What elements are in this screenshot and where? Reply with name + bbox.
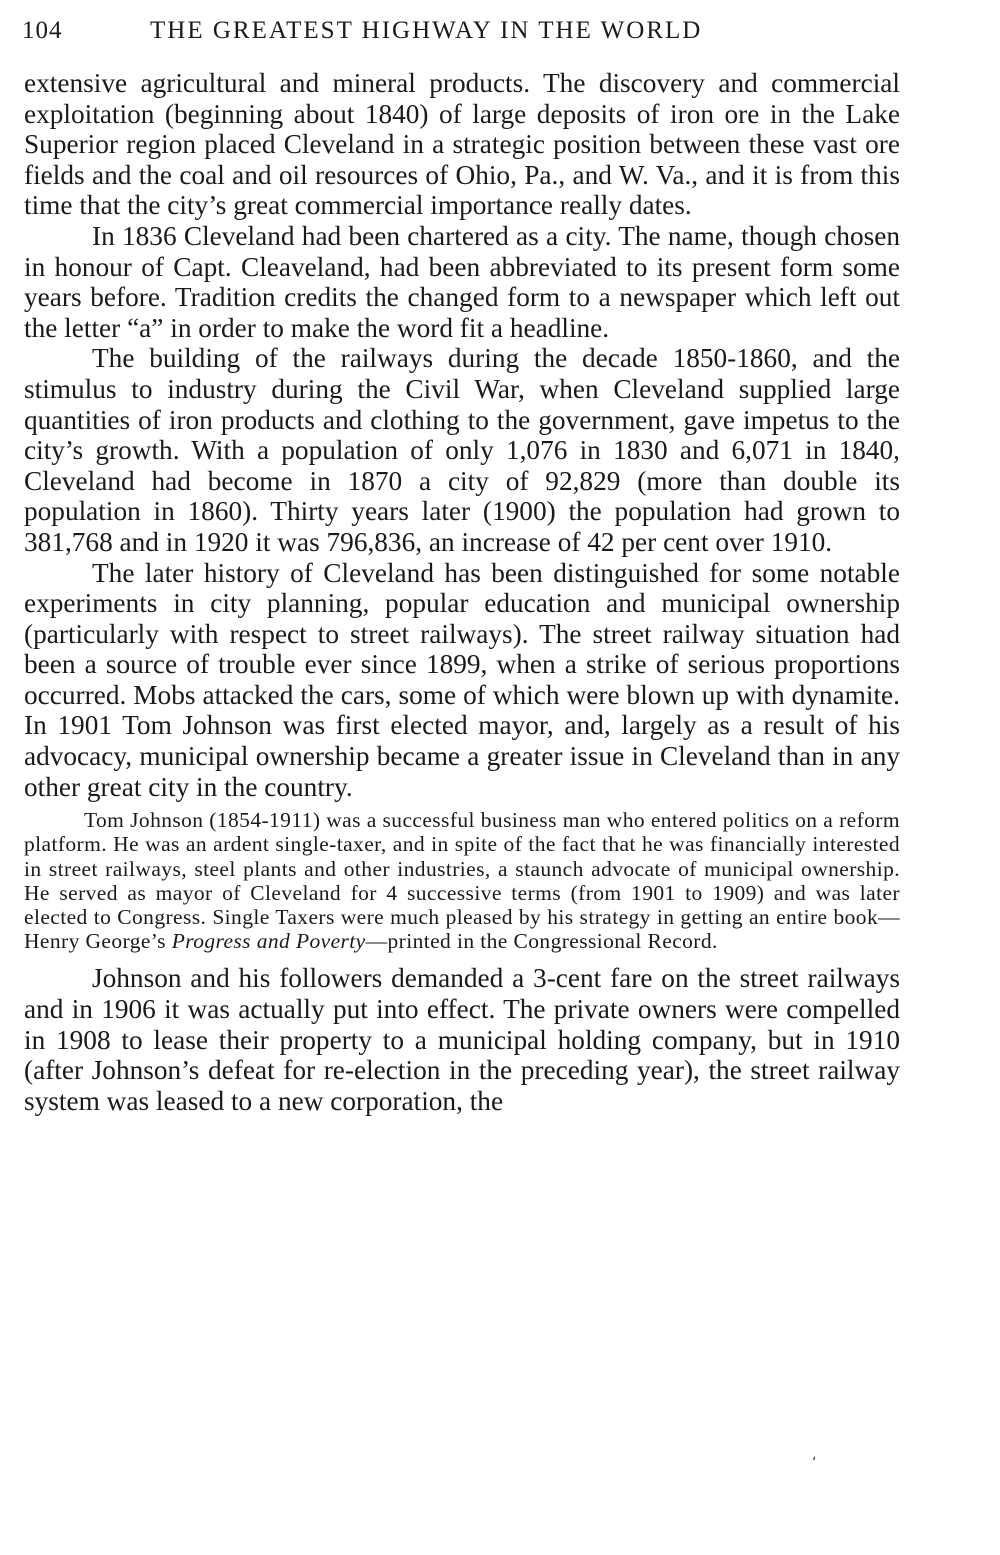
body-text xyxy=(24,68,900,1116)
note-text-after: —printed in the Congressional Record. xyxy=(365,929,718,954)
page-number: 104 xyxy=(22,17,63,44)
paragraph-railways-growth: The building of the railways during the decade 1850-1860, and the stimulus to industry during the Civil War, when Cleveland supplied large quantities of iron products and clothing to the government, gave impetus to the city’s growth. With a population of only 1,076 in 1830 and 6,071 in 1840, Cleveland had become in 1870 a city of 92,829 (more than double its population in 1860). Thirty years later (1900) the population had grown to 381,768 and in 1920 it was 796,836, an increase of 42 per cent over 1910. xyxy=(24,343,900,557)
note-book-title: Progress and Poverty xyxy=(171,929,366,954)
running-title: THE GREATEST HIGHWAY IN THE WORLD xyxy=(150,17,703,44)
paragraph-later-history: The later history of Cleveland has been distinguished for some notable experiments in city planning, popular education and municipal ownership (particularly with respect to street railways). The street railway situation had been a source of trouble ever since 1899, when a strike of serious proportions occurred. Mobs attacked the cars, some of which were blown up with dynamite. In 1901 Tom Johnson was first elected mayor, and, largely as a result of his advocacy, municipal ownership became a greater issue in Cleveland than in any other great city in the country. xyxy=(24,557,900,802)
paragraph-fare: Johnson and his followers demanded a 3-cent fare on the street railways and in 1906 it was actually put into effect. The private owners were compelled in 1908 to lease their property to a municipal holding company, but in 1910 (after Johnson’s defeat for re-election in the preceding year), the street railway system was leased to a new corporation, the xyxy=(24,963,900,1116)
paragraph-charter: In 1836 Cleveland had been chartered as a city. The name, though chosen in honour of Capt. Cleaveland, had been abbreviated to its present form some years before. Tradition credits the changed form to a newspaper which left out the letter “a” in order to make the word fit a headline. xyxy=(24,220,900,343)
stray-print-mark: ‘ xyxy=(812,1455,817,1471)
note-text-before: Tom Johnson (1854-1911) was a successful business man who entered politics on a reform platform. He was an ardent single-taxer, and in spite of the fact that he was financially interested in street railways, steel plants and other industries, a staunch advocate of municipal ownership. He served as mayor of Cleveland for 4 successive terms (from 1901 to 1909) and was later elected to Congress. Single Taxers were much pleased by his strategy in getting an entire book—Henry George’s xyxy=(24,808,900,954)
running-head xyxy=(22,14,902,48)
biographical-note xyxy=(24,808,900,953)
paragraph-continued: extensive agricultural and mineral products. The discovery and commercial exploitation (beginning about 1840) of large deposits of iron ore in the Lake Superior region placed Cleveland in a strategic position between these vast ore fields and the coal and oil resources of Ohio, Pa., and W. Va., and it is from this time that the city’s great commercial importance really dates. xyxy=(24,68,900,221)
